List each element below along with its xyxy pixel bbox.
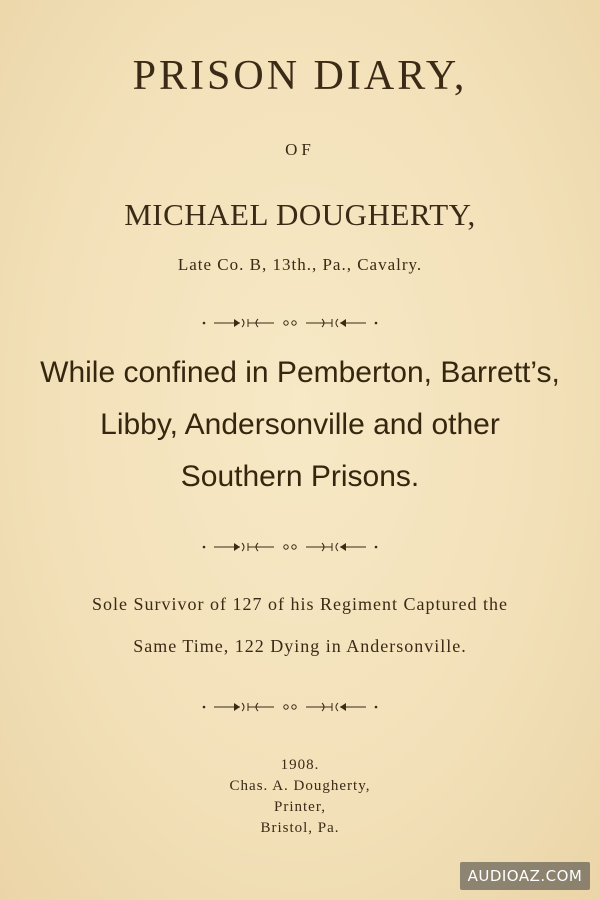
author-unit: Late Co. B, 13th., Pa., Cavalry. [177, 255, 423, 274]
author-name: MICHAEL DOUGHERTY, [124, 197, 476, 232]
description-line-2: Libby, Andersonville and other [100, 408, 500, 441]
printer-label: Printer, [274, 799, 326, 815]
of-line: OF [285, 140, 315, 159]
description-line-3: Southern Prisons. [180, 460, 420, 493]
ornament-divider-icon [200, 316, 380, 330]
site-watermark: AUDIOAZ.COM [460, 862, 590, 890]
survivor-note-line-1: Sole Survivor of 127 of his Regiment Captured the [92, 594, 508, 614]
publication-year: 1908. [280, 757, 320, 773]
ornament-divider-icon [200, 540, 380, 554]
publication-place: Bristol, Pa. [260, 820, 340, 836]
book-title: PRISON DIARY, [132, 53, 468, 99]
printer-name: Chas. A. Dougherty, [229, 778, 371, 794]
description-line-1: While confined in Pemberton, Barrett’s, [40, 356, 560, 389]
ornament-divider-icon [200, 700, 380, 714]
survivor-note-line-2: Same Time, 122 Dying in Andersonville. [133, 636, 467, 656]
